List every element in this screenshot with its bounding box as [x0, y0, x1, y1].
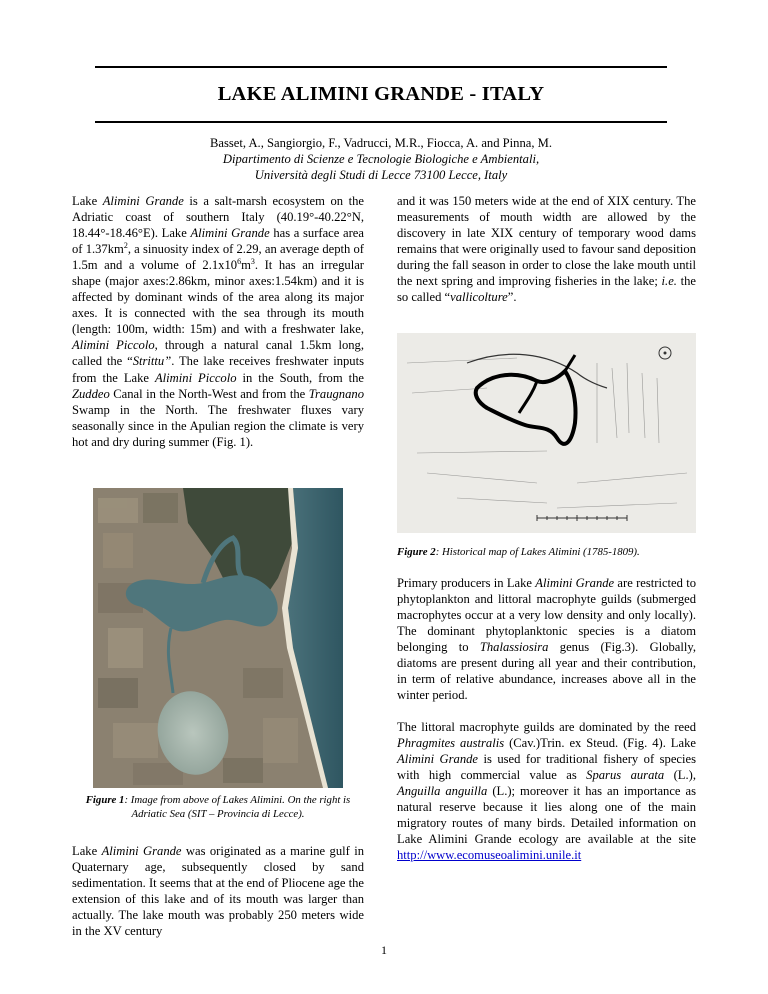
figure-2-caption: Figure 2: Historical map of Lakes Alimini (1785-1809).: [397, 546, 640, 558]
title-rule: [95, 121, 667, 123]
left-paragraph-2: Lake Alimini Grande was originated as a marine gulf in Quaternary age, subsequently closed by sand sedimentation. It seems that at the end of Pliocene age the extension of this lake and of its mouth was larger than actually. The lake mouth was probably 250 meters wide in the XV century: [72, 844, 365, 939]
authors: Basset, A., Sangiorgio, F., Vadrucci, M.R., Fiocca, A. and Pinna, M.: [209, 136, 553, 150]
figure-2-historical-map: [397, 333, 696, 533]
affiliation-line-1: Dipartimento di Scienze e Tecnologie Biologiche e Ambientali,: [222, 152, 540, 166]
right-paragraph-2: Primary producers in Lake Alimini Grande are restricted to phytoplankton and littoral macrophyte guilds (submerged macrophytes occur at a very low density and only locally). The dominant phytoplanktonic species is a diatom belonging to Thalassiosira genus (Fig.3). Globally, diatoms are present during all year and their contribution, in term of relative abundance, increases above all in the winter period.: [397, 576, 697, 703]
right-paragraph-3: The littoral macrophyte guilds are dominated by the reed Phragmites australis (Cav.)Trin. ex Steud. (Fig. 4). Lake Alimini Grande is used for traditional fishery of species with high commercial value as Sparus aurata (L.), Anguilla anguilla (L.); moreover it has an importance as natural reserve because it lies along one of the main migratory routes of many birds. Detailed information on Lake Alimini Grande ecology are available at the site http://www.ecomuseoalimini.unile.it: [397, 720, 696, 863]
right-paragraph-1: and it was 150 meters wide at the end of XIX century. The measurements of mouth width are allowed by the discovery in late XIX century of temporary wood dams remains that were originally used to favour sand deposition during the fall season in order to close the lake mouth until the next spring and improving fisheries in the lake; i.e. the so called “vallicolture”.: [397, 194, 696, 305]
page-title: LAKE ALIMINI GRANDE - ITALY: [217, 83, 545, 105]
ecomuseo-link[interactable]: http://www.ecomuseoalimini.unile.it: [397, 848, 582, 863]
top-rule: [95, 66, 667, 68]
left-paragraph-1: Lake Alimini Grande is a salt-marsh ecosystem on the Adriatic coast of southern Italy (40.19°-40.22°N, 18.44°-18.46°E). Lake Alimini Grande has a surface area of $1.37km^2$, a sinuosity index of 2.29, an average depth of 1.5m and a volume of $2.1x10^6m^3$. It has an irregular shape (major axes:2.86km, minor axes:1.54km) and it is affected by dominant winds of the area along its major axes. It is connected with the sea through its mouth (length: 100m, width: 15m) and with a freshwater lake, Alimini Piccolo, through a natural canal 1.5km long, called the “Strittu”. The lake receives freshwater inputs from the Lake Alimini Piccolo in the South, from the Zuddeo Canal in the North-West and from the Traugnano Swamp in the North. The freshwater fluxes vary seasonally since in the Apulian region the climate is very hot and dry during summer (Fig. 1).: [72, 194, 365, 449]
affiliation-line-2: Università degli Studi di Lecce 73100 Lecce, Italy: [254, 168, 508, 182]
author-block: [95, 135, 667, 183]
page-number: 1: [381, 943, 387, 957]
figure-1-caption: Figure 1: Image from above of Lakes Alimini. On the right is Adriatic Sea (SIT – Provincia di Lecce).: [85, 794, 351, 820]
figure-1-aerial-image: [93, 488, 343, 788]
